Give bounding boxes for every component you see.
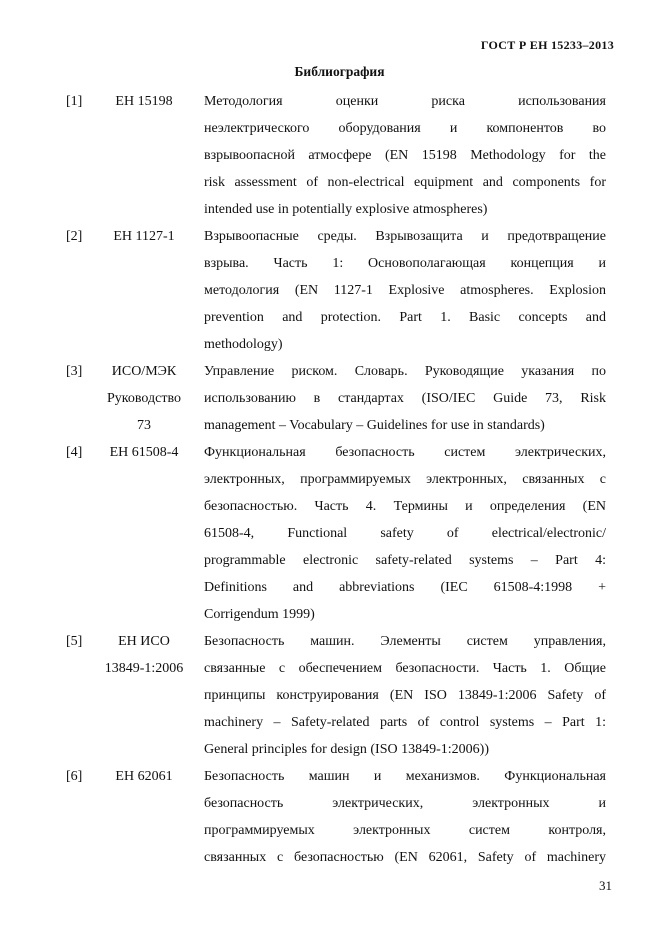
description-line: связанные с обеспечением безопасности. Часть 1. Общие xyxy=(204,661,606,676)
description-line: Corrigendum 1999) xyxy=(204,607,315,622)
description-line: 61508-4, Functional safety of electrical/electronic/ xyxy=(204,526,606,541)
description-line: prevention and protection. Part 1. Basic concepts and xyxy=(204,310,606,325)
entry-code-line: ЕН 15198 xyxy=(115,94,173,109)
entry-number: [6] xyxy=(66,769,83,784)
description-line: management – Vocabulary – Guidelines for use in standards) xyxy=(204,418,545,433)
description-line: General principles for design (ISO 13849-1:2006)) xyxy=(204,742,489,757)
entry-number: [2] xyxy=(66,229,83,244)
description-line: использованию в стандартах (ISO/IEC Guide 73, Risk xyxy=(204,391,606,406)
entry-number: [3] xyxy=(66,364,83,379)
entry-code xyxy=(96,223,192,250)
description-line: Управление риском. Словарь. Руководящие указания по xyxy=(204,364,606,379)
description-line: программируемых электронных систем контроля, xyxy=(204,823,606,838)
entry-code-line: ЕН ИСО xyxy=(118,634,170,649)
description-line: Безопасность машин. Элементы систем управления, xyxy=(204,634,606,649)
description-line: intended use in potentially explosive atmospheres) xyxy=(204,202,488,217)
description-line: machinery – Safety-related parts of control systems – Part 1: xyxy=(204,715,606,730)
entry-description xyxy=(204,358,606,439)
description-line: risk assessment of non-electrical equipment and components for xyxy=(204,175,606,190)
entry-code-line: 13849-1:2006 xyxy=(104,661,184,676)
entry-number: [4] xyxy=(66,445,83,460)
description-line: взрыва. Часть 1: Основополагающая концепция и xyxy=(204,256,606,271)
description-line: принципы конструирования (EN ISO 13849-1:2006 Safety of xyxy=(204,688,606,703)
entry-description xyxy=(204,763,606,871)
entry-number: [5] xyxy=(66,634,83,649)
description-line: безопасностью. Часть 4. Термины и определения (EN xyxy=(204,499,606,514)
page-number: 31 xyxy=(599,878,612,893)
description-line: методология (EN 1127-1 Explosive atmospheres. Explosion xyxy=(204,283,606,298)
entry-description xyxy=(204,223,606,358)
entry-code xyxy=(96,358,192,439)
description-line: Взрывоопасные среды. Взрывозащита и предотвращение xyxy=(204,229,606,244)
entry-description xyxy=(204,439,606,628)
description-line: электронных, программируемых электронных, связанных с xyxy=(204,472,606,487)
entry-code-line: ИСО/МЭК xyxy=(111,364,177,379)
description-line: Методология оценки риска использования xyxy=(204,94,606,109)
description-line: methodology) xyxy=(204,337,283,352)
description-line: неэлектрического оборудования и компонентов во xyxy=(204,121,606,136)
description-line: Definitions and abbreviations (IEC 61508-4:1998 + xyxy=(204,580,606,595)
document-header: ГОСТ Р ЕН 15233–2013 xyxy=(480,38,614,52)
entry-code xyxy=(96,763,192,790)
entry-code-line: ЕН 61508-4 xyxy=(109,445,179,460)
entry-description xyxy=(204,88,606,223)
page-title: Библиография xyxy=(294,64,385,79)
description-line: безопасность электрических, электронных и xyxy=(204,796,606,811)
entry-code xyxy=(96,88,192,115)
description-line: взрывоопасной атмосфере (EN 15198 Methodology for the xyxy=(204,148,606,163)
entry-code-line: Руководство xyxy=(107,391,181,406)
entry-code-line: ЕН 1127-1 xyxy=(113,229,175,244)
entry-code-line: ЕН 62061 xyxy=(115,769,173,784)
description-line: programmable electronic safety-related systems – Part 4: xyxy=(204,553,606,568)
entry-code xyxy=(96,439,192,466)
description-line: Функциональная безопасность систем электрических, xyxy=(204,445,606,460)
description-line: Безопасность машин и механизмов. Функциональная xyxy=(204,769,606,784)
entry-number: [1] xyxy=(66,94,83,109)
entry-code-line: 73 xyxy=(137,418,151,433)
description-line: связанных с безопасностью (EN 62061, Safety of machinery xyxy=(204,850,606,865)
entry-description xyxy=(204,628,606,763)
entry-code xyxy=(96,628,192,682)
